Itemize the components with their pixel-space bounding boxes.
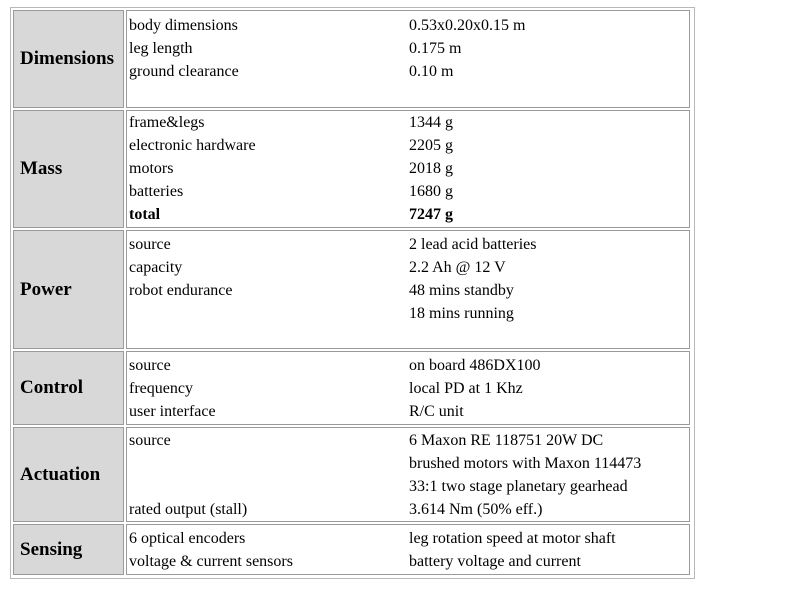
row-label: motors <box>129 160 174 177</box>
table-row <box>129 14 689 37</box>
row-label: body dimensions <box>129 17 238 34</box>
row-label: source <box>129 236 171 253</box>
section-content <box>126 427 690 522</box>
section-actuation <box>13 427 690 522</box>
table-row <box>129 111 689 134</box>
row-value: 6 Maxon RE 118751 20W DC <box>409 432 604 449</box>
section-control <box>13 351 690 425</box>
row-value: 48 mins standby <box>409 282 514 299</box>
row-value: 3.614 Nm (50% eff.) <box>409 501 543 518</box>
row-value: 7247 g <box>409 206 453 223</box>
table-row <box>129 550 689 573</box>
table-row <box>129 452 689 475</box>
category-label: Mass <box>13 110 124 228</box>
row-label: leg length <box>129 40 193 57</box>
category-label: Sensing <box>13 524 124 575</box>
row-label: ground clearance <box>129 63 239 80</box>
row-label: rated output (stall) <box>129 501 248 518</box>
row-label: electronic hardware <box>129 137 256 154</box>
table-row <box>129 134 689 157</box>
row-label: source <box>129 357 171 374</box>
category-label: Power <box>13 230 124 349</box>
row-value: 18 mins running <box>409 305 514 322</box>
section-content <box>126 10 690 108</box>
row-label: frame&legs <box>129 114 205 131</box>
row-label: capacity <box>129 259 183 276</box>
row-label: user interface <box>129 403 216 420</box>
category-label: Actuation <box>13 427 124 522</box>
section-dimensions <box>13 10 690 108</box>
row-label: robot endurance <box>129 282 233 299</box>
section-sensing <box>13 524 690 575</box>
table-row <box>129 429 689 452</box>
table-row <box>129 354 689 377</box>
row-value: 0.53x0.20x0.15 m <box>409 17 526 34</box>
row-value: 0.10 m <box>409 63 454 80</box>
table-row <box>129 279 689 302</box>
specs-table <box>10 7 695 579</box>
row-value: leg rotation speed at motor shaft <box>409 530 616 547</box>
row-value: 2018 g <box>409 160 453 177</box>
row-label: voltage & current sensors <box>129 553 293 570</box>
section-content <box>126 524 690 575</box>
row-label: 6 optical encoders <box>129 530 246 547</box>
row-value: 2.2 Ah @ 12 V <box>409 259 506 276</box>
section-content <box>126 230 690 349</box>
table-row <box>129 400 689 423</box>
table-row <box>129 180 689 203</box>
table-row <box>129 60 689 83</box>
row-value: 2205 g <box>409 137 453 154</box>
table-row <box>129 233 689 256</box>
total-row <box>129 203 689 226</box>
row-value: 1344 g <box>409 114 453 131</box>
row-label: source <box>129 432 171 449</box>
row-value: local PD at 1 Khz <box>409 380 523 397</box>
row-value: 33:1 two stage planetary gearhead <box>409 478 628 495</box>
category-label: Control <box>13 351 124 425</box>
table-row <box>129 498 689 521</box>
section-content <box>126 110 690 228</box>
row-value: R/C unit <box>409 403 464 420</box>
row-value: on board 486DX100 <box>409 357 541 374</box>
section-mass <box>13 110 690 228</box>
row-value: battery voltage and current <box>409 553 581 570</box>
row-value: brushed motors with Maxon 114473 <box>409 455 642 472</box>
table-row <box>129 527 689 550</box>
row-label: frequency <box>129 380 193 397</box>
row-value: 2 lead acid batteries <box>409 236 537 253</box>
table-row <box>129 37 689 60</box>
section-power <box>13 230 690 349</box>
table-row <box>129 475 689 498</box>
table-row <box>129 157 689 180</box>
section-content <box>126 351 690 425</box>
row-value: 1680 g <box>409 183 453 200</box>
table-row <box>129 302 689 325</box>
row-label: batteries <box>129 183 184 200</box>
table-row <box>129 256 689 279</box>
category-label: Dimensions <box>13 10 124 108</box>
table-row <box>129 377 689 400</box>
row-label: total <box>129 206 161 223</box>
row-value: 0.175 m <box>409 40 462 57</box>
